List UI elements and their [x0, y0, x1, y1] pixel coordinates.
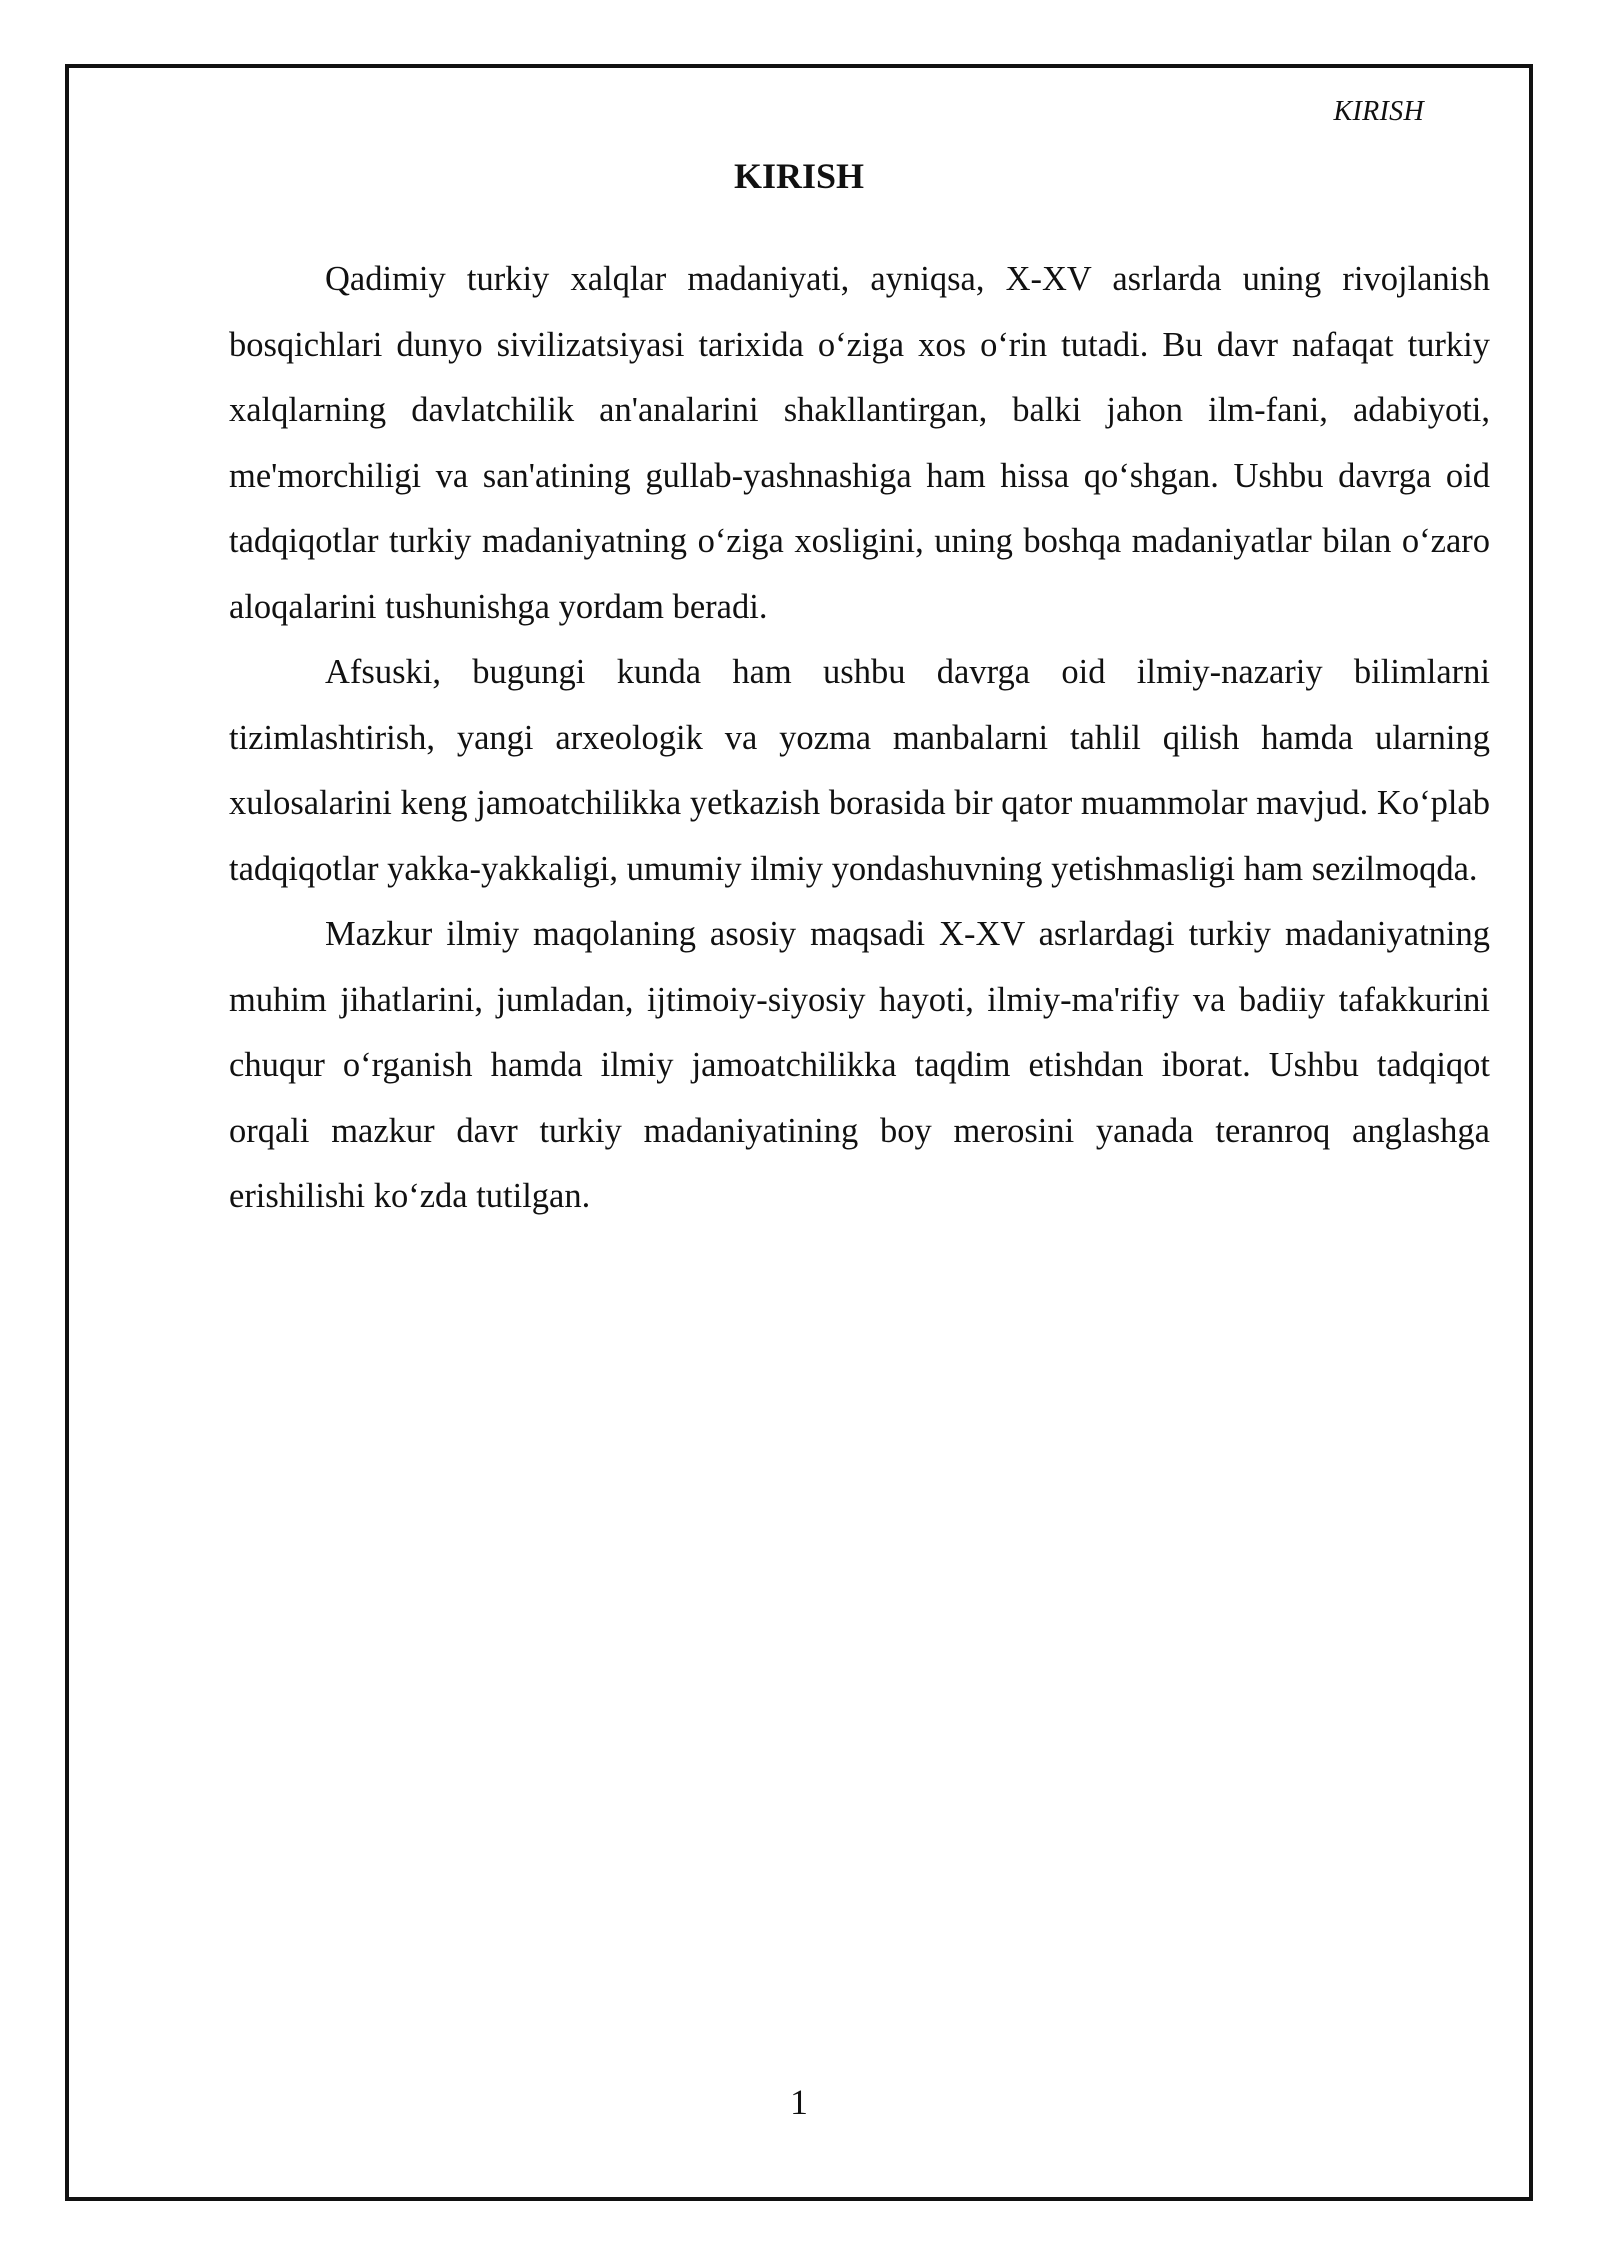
paragraph-3: Mazkur ilmiy maqolaning asosiy maqsadi X-XV asrlardagi turkiy madaniyatning muhim jihatlarini, jumladan, ijtimoiy-siyosiy hayoti, ilmiy-ma'rifiy va badiiy tafakkurini chuqur o‘rganish hamda ilmiy jamoatchilikka taqdim etishdan iborat. Ushbu tadqiqot orqali mazkur davr turkiy madaniyatining boy merosini yanada teranroq anglashga erishilishi ko‘zda tutilgan.	[229, 915, 1490, 1215]
page-title: KIRISH	[733, 156, 865, 196]
paragraph-1: Qadimiy turkiy xalqlar madaniyati, ayniqsa, X-XV asrlarda uning rivojlanish bosqichlari dunyo sivilizatsiyasi tarixida o‘ziga xos o‘rin tutadi. Bu davr nafaqat turkiy xalqlarning davlatchilik an'analarini shakllantirgan, balki jahon ilm-fani, adabiyoti, me'morchiligi va san'atining gullab-yashnashiga ham hissa qo‘shgan. Ushbu davrga oid tadqiqotlar turkiy madaniyatning o‘ziga xosligini, uning boshqa madaniyatlar bilan o‘zaro aloqalarini tushunishga yordam beradi.	[229, 260, 1490, 626]
page-frame	[65, 64, 1533, 2201]
paragraph-2: Afsuski, bugungi kunda ham ushbu davrga oid ilmiy-nazariy bilimlarni tizimlashtirish, yangi arxeologik va yozma manbalarni tahlil qilish hamda ularning xulosalarini keng jamoatchilikka yetkazish borasida bir qator muammolar mavjud. Ko‘plab tadqiqotlar yakka-yakkaligi, umumiy ilmiy yondashuvning yetishmasligi ham sezilmoqda.	[229, 653, 1490, 888]
running-header: KIRISH	[1333, 96, 1424, 127]
page-number: 1	[790, 2082, 808, 2122]
body-text	[229, 247, 1490, 1230]
